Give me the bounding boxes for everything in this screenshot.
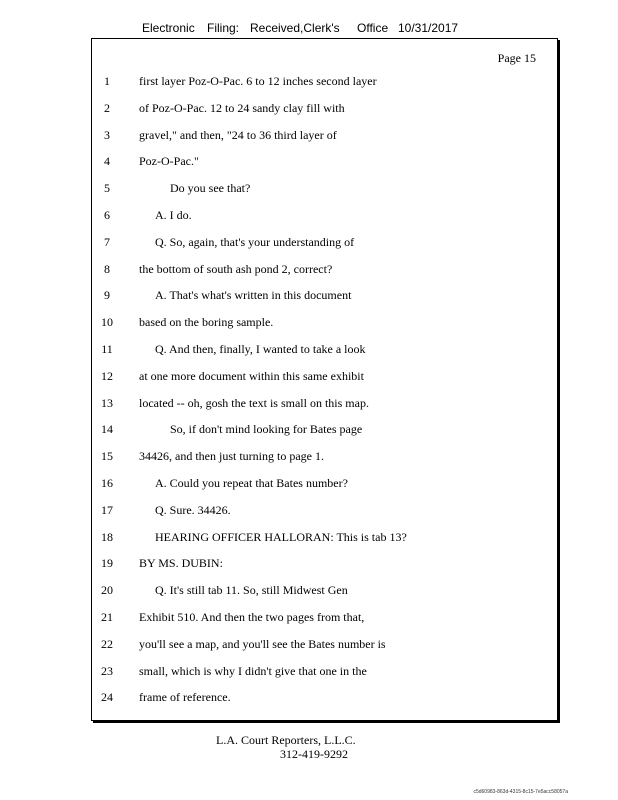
line-text: located -- oh, gosh the text is small on this map. [139,395,369,410]
filing-header-word-received-clerks: Received,Clerk's [250,21,340,35]
transcript-line [0,234,618,250]
transcript-line [0,689,618,705]
line-text: you'll see a map, and you'll see the Bates number is [139,636,386,651]
transcript-line [0,100,618,116]
line-number: 9 [104,288,110,303]
filing-header-date: 10/31/2017 [398,21,459,35]
line-number: 4 [104,154,110,169]
document-id: c5d60983-863d-4315-8c15-7e5acc58057a [473,789,568,795]
line-number: 12 [101,368,113,383]
line-text: A. I do. [155,208,192,222]
line-text: HEARING OFFICER HALLORAN: This is tab 13? [155,529,407,544]
transcript-line [0,475,618,491]
line-text: A. Could you repeat that Bates number? [155,476,348,490]
line-text: Exhibit 510. And then the two pages from that, [139,610,365,624]
line-text: Q. Sure. 34426. [155,502,231,517]
line-text: A. That's what's written in this document [155,288,352,303]
page-number: Page 15 [497,51,536,65]
line-number: 16 [101,476,113,490]
transcript-line [0,663,618,679]
line-text: BY MS. DUBIN: [139,556,223,571]
transcript-line [0,153,618,169]
filing-header-word-electronic: Electronic [142,21,195,35]
transcript-line [0,448,618,464]
transcript-line [0,609,618,625]
line-text: So, if don't mind looking for Bates page [170,422,363,437]
line-number: 10 [101,315,113,330]
line-number: 11 [101,342,113,356]
line-number: 18 [101,529,113,544]
line-number: 17 [101,502,113,517]
transcript-line [0,582,618,598]
line-text: Poz-O-Pac." [139,154,199,169]
line-number: 22 [101,636,113,651]
filing-header-word-filing: Filing: [207,21,240,35]
line-number: 23 [101,663,113,678]
line-number: 3 [104,127,110,142]
transcript-line [0,73,618,89]
line-text: Q. It's still tab 11. So, still Midwest Gen [155,583,348,598]
transcript-line [0,207,618,223]
line-text: Q. So, again, that's your understanding of [155,234,355,249]
line-text: 34426, and then just turning to page 1. [139,449,324,464]
line-text: Do you see that? [170,181,251,196]
line-text: the bottom of south ash pond 2, correct? [139,261,333,276]
line-number: 5 [104,181,110,196]
court-reporter-phone: 312-419-9292 [280,747,348,761]
line-number: 2 [104,100,110,115]
court-reporter-company: L.A. Court Reporters, L.L.C. [216,733,356,747]
line-text: first layer Poz-O-Pac. 6 to 12 inches second layer [139,74,377,88]
transcript-line [0,555,618,571]
line-text: at one more document within this same exhibit [139,368,364,383]
transcript-line [0,180,618,196]
transcript-line [0,395,618,411]
transcript-line [0,529,618,545]
line-number: 1 [104,74,110,88]
transcript-line [0,341,618,357]
line-text: frame of reference. [139,690,231,705]
line-number: 13 [101,395,113,410]
line-number: 21 [101,610,113,624]
transcript-line [0,127,618,143]
line-text: gravel," and then, "24 to 36 third layer of [139,127,337,142]
transcript-line [0,502,618,518]
transcript-line [0,368,618,384]
line-text: small, which is why I didn't give that one in the [139,663,367,678]
line-number: 7 [104,234,110,249]
line-number: 20 [101,583,113,598]
line-number: 14 [101,422,113,437]
filing-header-word-office: Office [357,21,389,35]
line-number: 19 [101,556,113,571]
transcript-line [0,261,618,277]
transcript-line [0,314,618,330]
line-text: based on the boring sample. [139,315,274,330]
transcript-line [0,287,618,303]
line-number: 24 [101,690,113,705]
transcript-line [0,636,618,652]
line-text: of Poz-O-Pac. 12 to 24 sandy clay fill with [139,100,345,115]
transcript-line [0,421,618,437]
line-text: Q. And then, finally, I wanted to take a look [155,342,366,356]
line-number: 8 [104,261,110,276]
line-number: 6 [104,208,110,222]
line-number: 15 [101,449,113,464]
